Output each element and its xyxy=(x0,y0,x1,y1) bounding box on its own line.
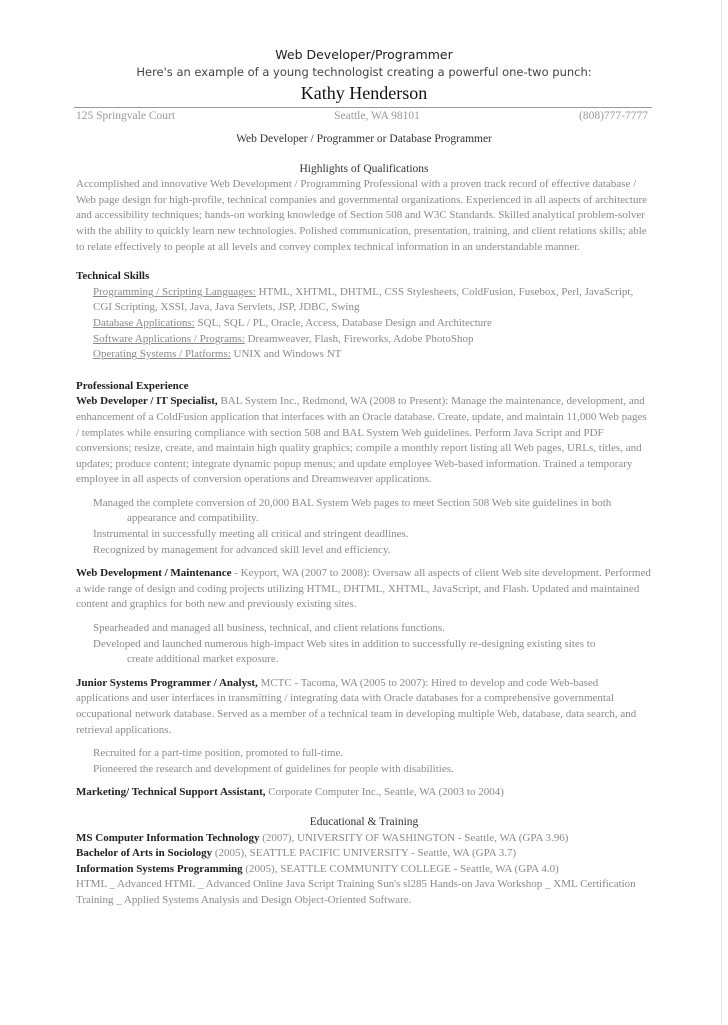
bullet-item: Managed the complete conversion of 20,000 BAL System Web pages to meet Section 508 Web site guidelines in both xyxy=(93,496,612,509)
candidate-name: Kathy Henderson xyxy=(300,83,428,103)
jobs-list xyxy=(76,394,652,801)
skill-value: SQL, SQL / PL, Oracle, Access, Database Design and Architecture xyxy=(194,316,492,329)
bullet-item: Pioneered the research and development of guidelines for people with disabilities. xyxy=(93,762,454,775)
job-bullets xyxy=(76,621,652,668)
header-rule xyxy=(74,107,652,108)
degree: Information Systems Programming xyxy=(76,862,243,875)
skills-heading: Technical Skills xyxy=(76,270,150,283)
degree-detail: (2005), SEATTLE PACIFIC UNIVERSITY - Seattle, WA (GPA 3.7) xyxy=(212,847,517,860)
skill-item xyxy=(76,285,652,316)
skill-item xyxy=(76,316,652,332)
job-bullets xyxy=(76,746,652,777)
bullet-item: Spearheaded and managed all business, technical, and client relations functions. xyxy=(93,622,445,635)
degree: Bachelor of Arts in Sociology xyxy=(76,847,213,860)
job-entry xyxy=(76,394,652,488)
highlights-heading: Highlights of Qualifications xyxy=(299,162,429,175)
job-title: Web Development / Maintenance xyxy=(76,567,232,580)
education-item xyxy=(76,846,652,862)
document-subtitle: Here's an example of a young technologist creating a powerful one-two punch: xyxy=(136,65,592,79)
job-description: MCTC - Tacoma, WA (2005 to 2007): Hired to develop and code Web-based applications and user interfaces in transmitting / integrating data with Oracle databases for a comprehensive governmental occupational network database. Served as a member of a technical team in developing multiple Web, database, data search, and retrieval applications. xyxy=(76,676,637,736)
education-heading: Educational & Training xyxy=(309,815,419,828)
bullet-item-continued: create additional market exposure. xyxy=(127,653,279,666)
bullet-item: Recognized by management for advanced skill level and efficiency. xyxy=(93,543,391,556)
skill-value: UNIX and Windows NT xyxy=(230,348,342,361)
education-item xyxy=(76,831,652,847)
highlights-text: Accomplished and innovative Web Development / Programming Professional with a proven track record of effective database / Web page design for high-profile, technical companies and governmental organizations. Experienced in all aspects of architecture and accessibility techniques; hands-on working knowledge of Section 508 and W3C Standards. Skilled analytical problem-solver with the ability to quickly learn new technologies. Polished communication, presentation, training, and client relations skills; able to relate effectively to people at all levels and convey complex technical information in an understandable manner. xyxy=(76,178,647,253)
skill-value: Dreamweaver, Flash, Fireworks, Adobe PhotoShop xyxy=(244,332,474,345)
skill-label: Software Applications / Programs: xyxy=(93,332,245,345)
skill-label: Operating Systems / Platforms: xyxy=(93,348,231,361)
city: Seattle, WA 98101 xyxy=(334,110,420,122)
objective: Web Developer / Programmer or Database Programmer xyxy=(236,133,492,145)
skill-label: Database Applications: xyxy=(93,316,195,329)
resume-body xyxy=(76,132,652,909)
skill-label: Programming / Scripting Languages: xyxy=(93,285,256,298)
training-text: HTML _ Advanced HTML _ Advanced Online Java Script Training Sun's sl285 Hands-on Java Workshop _ XML Certification Training _ Applied Systems Analysis and Design Object-Oriented Software. xyxy=(76,878,636,906)
job-entry xyxy=(76,785,652,801)
education-list xyxy=(76,831,652,878)
skill-item xyxy=(76,347,652,363)
degree: MS Computer Information Technology xyxy=(76,831,260,844)
phone: (808)777-7777 xyxy=(579,110,648,122)
bullet-item: Instrumental in successfully meeting all critical and stringent deadlines. xyxy=(93,528,409,541)
skill-item xyxy=(76,332,652,348)
address: 125 Springvale Court xyxy=(76,110,176,122)
document-title: Web Developer/Programmer xyxy=(275,47,453,62)
skills-list xyxy=(76,285,652,363)
job-title: Web Developer / IT Specialist, xyxy=(76,395,218,408)
job-entry xyxy=(76,676,652,738)
page-edge xyxy=(721,0,722,1025)
bullet-item: Developed and launched numerous high-impact Web sites in addition to successfully re-designing existing sites to xyxy=(93,637,596,650)
job-title: Marketing/ Technical Support Assistant, xyxy=(76,786,266,799)
bullet-item: Recruited for a part-time position, promoted to full-time. xyxy=(93,747,344,760)
job-entry xyxy=(76,566,652,613)
job-description: - Keyport, WA (2007 to 2008): Oversaw all aspects of client Web site development. Performed a wide range of design and coding projects utilizing HTML, DHTML, XHTML, JavaScript, and Flash. Updated and maintained content and graphics for both new and previously existing sites. xyxy=(76,567,651,611)
contact-line xyxy=(76,110,648,122)
experience-heading: Professional Experience xyxy=(76,379,189,392)
education-item xyxy=(76,862,652,878)
job-description: BAL System Inc., Redmond, WA (2008 to Present): Manage the maintenance, development, and enhancement of a ColdFusion application that interfaces with an Oracle database. Create, update, and maintain 11,000 Web pages / templates while ensuring compliance with section 508 and BAL System Web guidelines. Perform Java Script and PDF conversions; resize, create, and maintain high quality graphics; compile a monthly report listing all Web pages, URLs, titles, and updates; produce content; integrate dynamic popup menus; and update employee Web-based information. Trained a temporary employee in all aspects of conversion operations and Dreamweaver applications. xyxy=(76,395,647,486)
job-bullets xyxy=(76,496,652,558)
job-title: Junior Systems Programmer / Analyst, xyxy=(76,676,258,689)
skill-value: HTML, XHTML, DHTML, CSS Stylesheets, ColdFusion, Fusebox, Perl, JavaScript, CGI Scripting, XSSI, Java, Java Servlets, JSP, JDBC, Swing xyxy=(93,285,634,314)
degree-detail: (2007), UNIVERSITY OF WASHINGTON - Seattle, WA (GPA 3.96) xyxy=(259,831,569,844)
degree-detail: (2005), SEATTLE COMMUNITY COLLEGE - Seattle, WA (GPA 4.0) xyxy=(242,862,559,875)
job-description: Corporate Computer Inc., Seattle, WA (2003 to 2004) xyxy=(265,786,504,799)
bullet-item-continued: appearance and compatibility. xyxy=(127,512,259,525)
